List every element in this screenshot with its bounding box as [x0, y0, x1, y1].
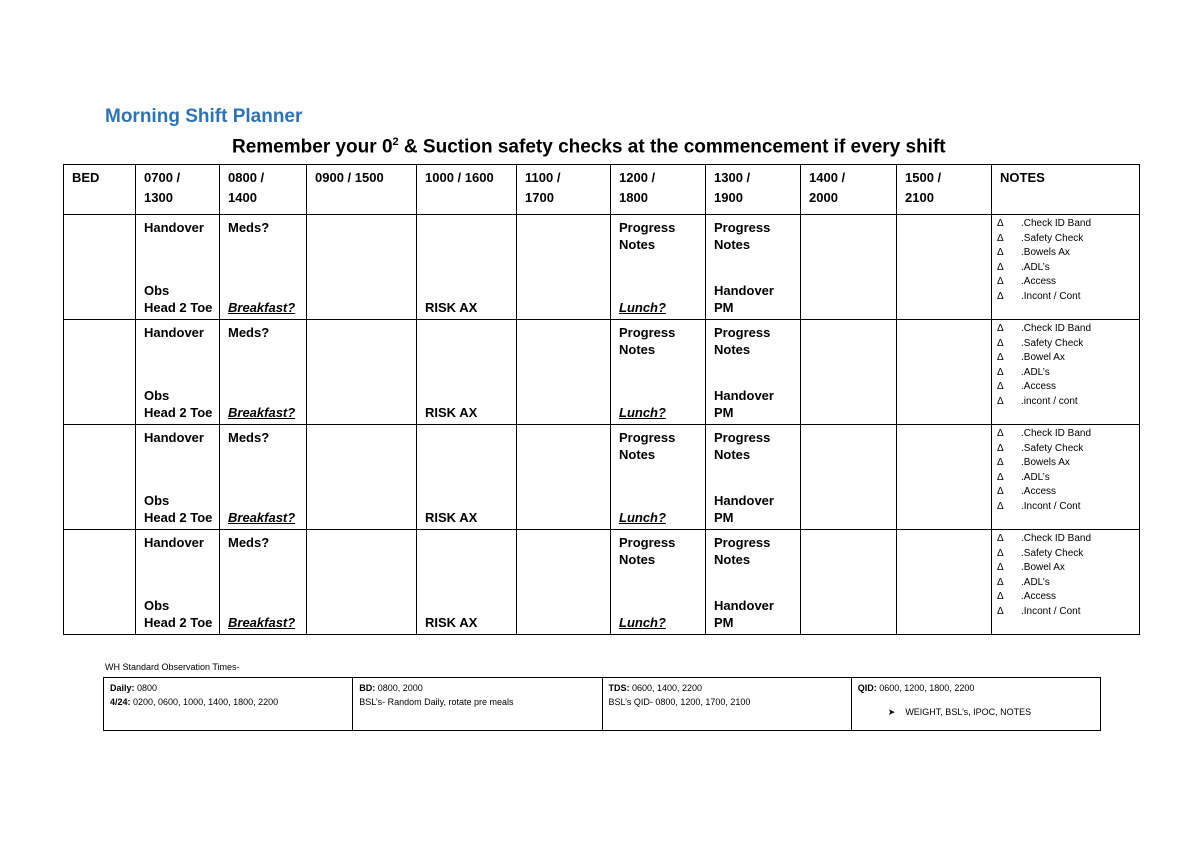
header-cell: 1000 / 1600	[417, 165, 517, 215]
delta-icon: Δ	[997, 323, 1004, 334]
header-cell: 1100 / 1700	[517, 165, 611, 215]
delta-icon: Δ	[997, 547, 1004, 559]
delta-icon: Δ	[997, 381, 1004, 392]
table-cell[interactable]: Meds? Breakfast?	[220, 530, 307, 635]
delta-icon: Δ	[997, 605, 1004, 617]
list-item: Δ .Check ID Band	[997, 217, 1091, 232]
list-item: Δ .ADL’s	[997, 471, 1091, 486]
table-cell[interactable]: Handover Obs Head 2 Toe	[136, 425, 220, 530]
table-cell[interactable]	[801, 530, 897, 635]
table-cell[interactable]	[307, 530, 417, 635]
header-cell: 1200 / 1800	[611, 165, 706, 215]
delta-icon: Δ	[997, 576, 1004, 588]
list-item: Δ .Incont / Cont	[997, 500, 1091, 515]
list-item: Δ .Bowels Ax	[997, 246, 1091, 261]
table-cell[interactable]	[801, 320, 897, 425]
table-cell[interactable]	[64, 425, 136, 530]
list-item: Δ .ADL’s	[997, 366, 1091, 381]
arrow-icon: ➤	[887, 707, 896, 717]
obs-times-table	[103, 677, 1101, 731]
obs-cell-daily: Daily: 0800 4/24: 0200, 0600, 1000, 1400, 1800, 2200	[104, 678, 353, 731]
list-item: Δ .Incont / Cont	[997, 290, 1091, 305]
obs-cell-bd: BD: 0800, 2000 BSL’s- Random Daily, rotate pre meals	[353, 678, 602, 731]
header-cell: 0900 / 1500	[307, 165, 417, 215]
delta-icon: Δ	[997, 395, 1004, 407]
table-cell[interactable]	[897, 425, 992, 530]
list-item: Δ .Safety Check	[997, 232, 1091, 247]
table-row	[64, 530, 1140, 635]
table-cell[interactable]	[517, 530, 611, 635]
list-item: Δ .Bowels Ax	[997, 456, 1091, 471]
delta-icon: Δ	[997, 442, 1004, 454]
table-cell[interactable]	[307, 425, 417, 530]
table-cell[interactable]	[897, 215, 992, 320]
delta-icon: Δ	[997, 290, 1004, 302]
header-cell: 1300 / 1900	[706, 165, 801, 215]
subtitle-post: & Suction safety checks at the commencement if every shift	[398, 136, 946, 158]
table-cell[interactable]: RISK AX	[417, 320, 517, 425]
table-cell[interactable]	[897, 320, 992, 425]
delta-icon: Δ	[997, 352, 1004, 363]
header-cell: 1400 / 2000	[801, 165, 897, 215]
list-item: Δ .Check ID Band	[997, 427, 1091, 442]
shift-planner-table	[63, 164, 1140, 635]
obs-cell-tds: TDS: 0600, 1400, 2200 BSL’s QID- 0800, 1200, 1700, 2100	[602, 678, 851, 731]
list-item: Δ .Bowel Ax	[997, 561, 1091, 576]
table-cell[interactable]	[992, 215, 1140, 320]
table-cell[interactable]: Meds? Breakfast?	[220, 320, 307, 425]
delta-icon: Δ	[997, 500, 1004, 512]
header-cell: 0700 / 1300	[136, 165, 220, 215]
table-cell[interactable]: Progress Notes Lunch?	[611, 530, 706, 635]
delta-icon: Δ	[997, 276, 1004, 287]
table-cell[interactable]	[992, 320, 1140, 425]
table-cell[interactable]	[801, 215, 897, 320]
table-cell[interactable]	[517, 320, 611, 425]
list-item: Δ .Access	[997, 485, 1091, 500]
delta-icon: Δ	[997, 591, 1004, 602]
table-cell[interactable]	[992, 425, 1140, 530]
delta-icon: Δ	[997, 232, 1004, 244]
table-cell[interactable]: Progress Notes Lunch?	[611, 320, 706, 425]
table-cell[interactable]: Meds? Breakfast?	[220, 425, 307, 530]
delta-icon: Δ	[997, 428, 1004, 439]
table-row	[64, 215, 1140, 320]
delta-icon: Δ	[997, 261, 1004, 273]
delta-icon: Δ	[997, 218, 1004, 229]
table-cell[interactable]: Handover Obs Head 2 Toe	[136, 215, 220, 320]
delta-icon: Δ	[997, 471, 1004, 483]
table-cell[interactable]: Progress Notes Handover PM	[706, 320, 801, 425]
table-cell[interactable]	[801, 425, 897, 530]
table-row	[64, 425, 1140, 530]
table-cell[interactable]	[517, 215, 611, 320]
table-cell[interactable]	[992, 530, 1140, 635]
table-cell[interactable]: RISK AX	[417, 215, 517, 320]
table-cell[interactable]: Progress Notes Handover PM	[706, 425, 801, 530]
obs-cell-qid: QID: 0600, 1200, 1800, 2200 ➤ WEIGHT, BSL’s, IPOC, NOTES	[851, 678, 1100, 731]
list-item: Δ .Access	[997, 590, 1091, 605]
table-cell[interactable]	[307, 215, 417, 320]
header-cell: BED	[64, 165, 136, 215]
list-item: Δ .ADL’s	[997, 576, 1091, 591]
list-item: Δ .Check ID Band	[997, 322, 1091, 337]
table-cell[interactable]	[64, 530, 136, 635]
delta-icon: Δ	[997, 486, 1004, 497]
table-cell[interactable]	[307, 320, 417, 425]
list-item: Δ .Bowel Ax	[997, 351, 1091, 366]
header-cell: 1500 / 2100	[897, 165, 992, 215]
table-cell[interactable]: Progress Notes Lunch?	[611, 425, 706, 530]
table-cell[interactable]: RISK AX	[417, 425, 517, 530]
table-cell[interactable]	[64, 215, 136, 320]
list-item: Δ .Incont / Cont	[997, 605, 1091, 620]
table-cell[interactable]	[517, 425, 611, 530]
table-row	[64, 320, 1140, 425]
table-cell[interactable]: RISK AX	[417, 530, 517, 635]
subtitle-pre: Remember your 0	[232, 136, 393, 158]
delta-icon: Δ	[997, 457, 1004, 468]
table-cell[interactable]: Progress Notes Handover PM	[706, 215, 801, 320]
delta-icon: Δ	[997, 337, 1004, 349]
header-row	[64, 165, 1140, 215]
page-title: Morning Shift Planner	[105, 106, 303, 127]
header-cell: NOTES	[992, 165, 1140, 215]
list-item: Δ .incont / cont	[997, 395, 1091, 410]
header-cell: 0800 / 1400	[220, 165, 307, 215]
table-cell[interactable]: Handover Obs Head 2 Toe	[136, 530, 220, 635]
list-item: Δ .Safety Check	[997, 337, 1091, 352]
table-cell[interactable]	[897, 530, 992, 635]
table-cell[interactable]: Handover Obs Head 2 Toe	[136, 320, 220, 425]
table-cell[interactable]: Meds? Breakfast?	[220, 215, 307, 320]
list-item: Δ .Access	[997, 275, 1091, 290]
delta-icon: Δ	[997, 562, 1004, 573]
list-item: Δ .Safety Check	[997, 547, 1091, 562]
page-subtitle	[232, 136, 946, 158]
table-cell[interactable]: Progress Notes Lunch?	[611, 215, 706, 320]
list-item: Δ .Access	[997, 380, 1091, 395]
delta-icon: Δ	[997, 247, 1004, 258]
table-cell[interactable]: Progress Notes Handover PM	[706, 530, 801, 635]
obs-times-title: WH Standard Observation Times-	[105, 662, 240, 672]
list-item: Δ .Check ID Band	[997, 532, 1091, 547]
delta-icon: Δ	[997, 533, 1004, 544]
list-item: Δ .Safety Check	[997, 442, 1091, 457]
subtitle-sup: 2	[392, 136, 399, 148]
delta-icon: Δ	[997, 366, 1004, 378]
table-cell[interactable]	[64, 320, 136, 425]
list-item: Δ .ADL’s	[997, 261, 1091, 276]
